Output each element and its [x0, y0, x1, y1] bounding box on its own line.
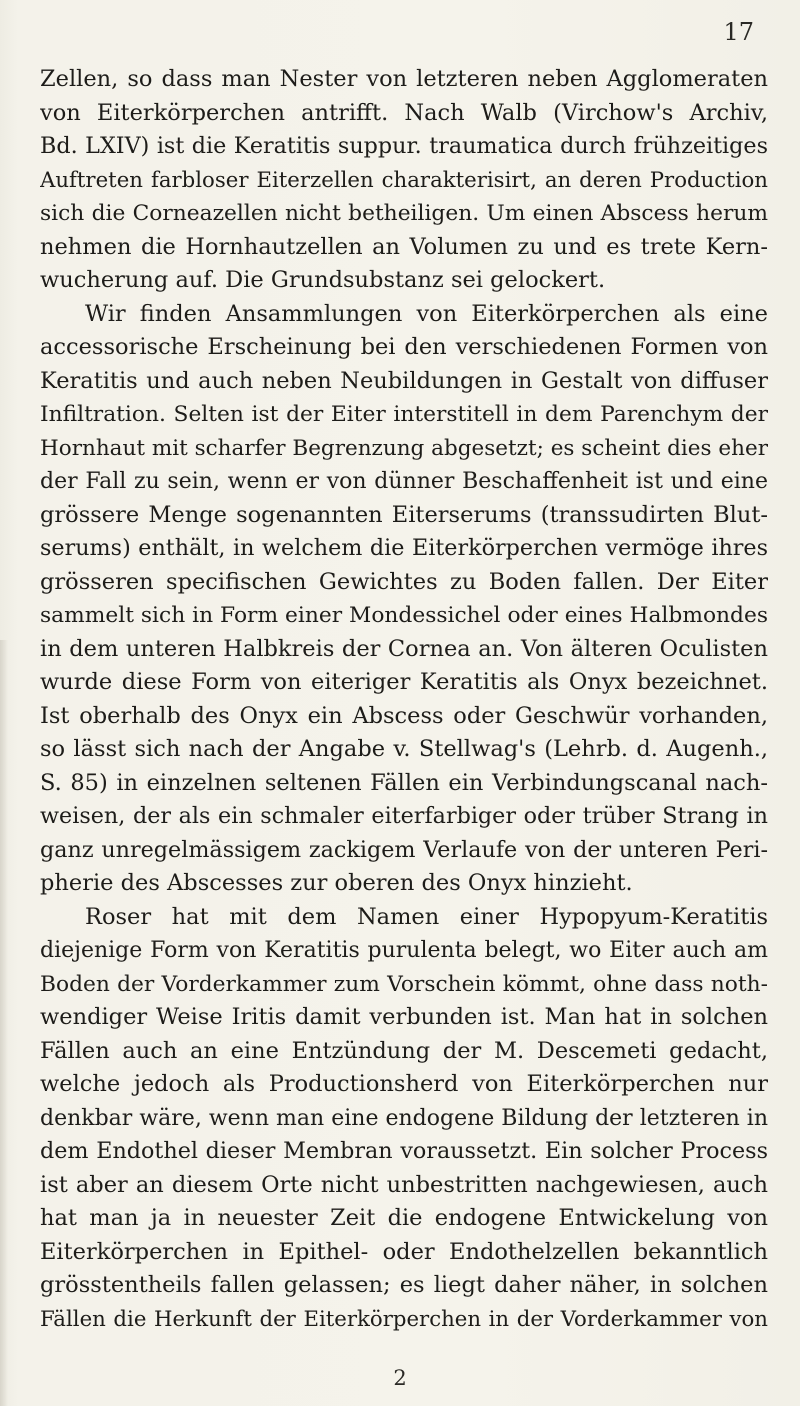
text-line: Ist oberhalb des Onyx ein Abscess oder Geschwür vorhanden,	[40, 702, 768, 729]
text-line: so lässt sich nach der Angabe v. Stellwag's (Lehrb. d. Augenh.,	[40, 736, 768, 762]
text-line: grössere Menge sogenannten Eiterserums (transsudirten Blut-	[40, 501, 768, 528]
text-line: nehmen die Hornhautzellen an Volumen zu und es trete Kern-	[40, 233, 768, 260]
text-line: sammelt sich in Form einer Mondessichel oder eines Halbmondes	[40, 603, 768, 628]
text-line: wucherung auf. Die Grundsubstanz sei gelockert.	[40, 267, 606, 293]
text-line: Boden der Vorderkammer zum Vorschein kömmt, ohne dass noth-	[40, 971, 768, 997]
text-line: weisen, der als ein schmaler eiterfarbiger oder trüber Strang in	[40, 803, 768, 829]
body-text	[40, 63, 768, 1336]
text-line: grösstentheils fallen gelassen; es liegt daher näher, in solchen	[40, 1272, 768, 1298]
text-line: dem Endothel dieser Membran voraussetzt. Ein solcher Process	[40, 1138, 768, 1164]
text-line: hat man ja in neuester Zeit die endogene Entwickelung von	[40, 1205, 768, 1231]
page-edge-shadow	[0, 640, 8, 1406]
text-line: welche jedoch als Productionsherd von Eiterkörperchen nur	[40, 1071, 768, 1097]
text-line: sich die Corneazellen nicht betheiligen. Um einen Abscess herum	[40, 201, 768, 226]
text-line: pherie des Abscesses zur oberen des Onyx hinzieht.	[40, 870, 633, 896]
text-line: serums) enthält, in welchem die Eiterkörperchen vermöge ihres	[40, 535, 768, 561]
text-line: accessorische Erscheinung bei den verschiedenen Formen von	[40, 334, 768, 360]
text-line: von Eiterkörperchen antrifft. Nach Walb (Virchow's Archiv,	[40, 99, 768, 126]
text-line: Keratitis und auch neben Neubildungen in Gestalt von diffuser	[40, 367, 768, 394]
text-line: wurde diese Form von eiteriger Keratitis als Onyx bezeichnet.	[40, 669, 768, 695]
text-line: ganz unregelmässigem zackigem Verlaufe von der unteren Peri-	[40, 836, 768, 863]
signature-mark: 2	[393, 1366, 407, 1390]
text-line: Wir finden Ansammlungen von Eiterkörperchen als eine	[85, 300, 768, 327]
text-line: S. 85) in einzelnen seltenen Fällen ein Verbindungscanal nach-	[40, 769, 768, 796]
text-line: Eiterkörperchen in Epithel- oder Endothelzellen bekanntlich	[40, 1238, 768, 1265]
text-line: in dem unteren Halbkreis der Cornea an. Von älteren Oculisten	[40, 635, 768, 662]
text-line: Hornhaut mit scharfer Begrenzung abgesetzt; es scheint dies eher	[40, 435, 768, 461]
text-line: diejenige Form von Keratitis purulenta belegt, wo Eiter auch am	[40, 938, 768, 963]
text-line: Zellen, so dass man Nester von letzteren neben Agglomeraten	[40, 66, 768, 92]
text-line: denkbar wäre, wenn man eine endogene Bildung der letzteren in	[40, 1105, 768, 1131]
text-line: der Fall zu sein, wenn er von dünner Beschaffenheit ist und eine	[40, 469, 768, 494]
page-number: 17	[723, 18, 754, 46]
text-line: grösseren specifischen Gewichtes zu Boden fallen. Der Eiter	[40, 568, 768, 595]
text-line: wendiger Weise Iritis damit verbunden ist. Man hat in solchen	[40, 1004, 768, 1030]
text-line: Bd. LXIV) ist die Keratitis suppur. traumatica durch frühzeitiges	[40, 133, 768, 159]
text-line: Infiltration. Selten ist der Eiter interstitell in dem Parenchym der	[40, 402, 768, 427]
text-line: ist aber an diesem Orte nicht unbestritten nachgewiesen, auch	[40, 1171, 768, 1198]
text-line: Auftreten farbloser Eiterzellen charakterisirt, an deren Production	[40, 167, 768, 193]
text-line: Roser hat mit dem Namen einer Hypopyum-Keratitis	[85, 903, 768, 930]
text-line: Fällen auch an eine Entzündung der M. Descemeti gedacht,	[40, 1037, 768, 1064]
text-line: Fällen die Herkunft der Eiterkörperchen in der Vorderkammer von	[40, 1306, 768, 1332]
